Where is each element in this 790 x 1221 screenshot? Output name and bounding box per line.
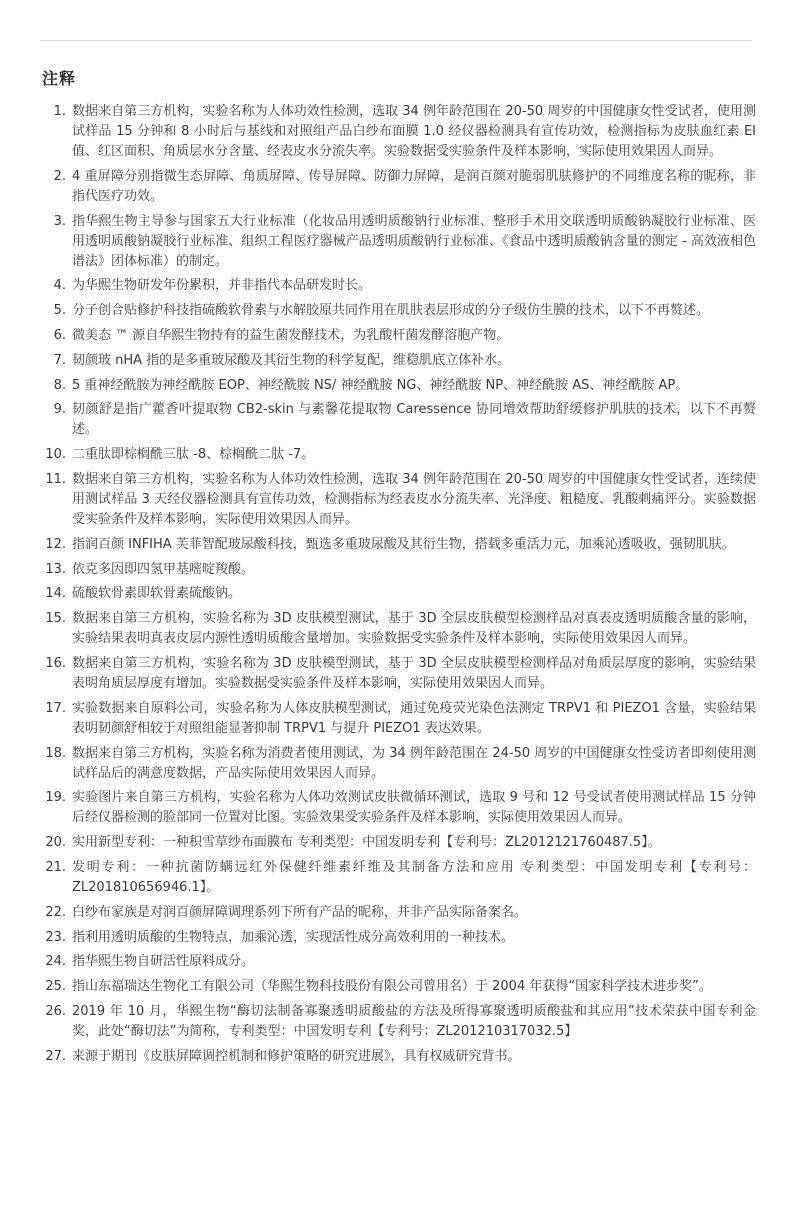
note-item [36, 276, 756, 296]
note-number: 3. [53, 213, 66, 229]
note-item [36, 654, 756, 694]
note-item [36, 400, 756, 440]
note-number: 8. [53, 377, 66, 393]
note-number: 6. [53, 327, 66, 343]
note-number: 18. [45, 745, 66, 761]
note-text: 来源于期刊《皮肤屏障调控机制和修护策略的研究进展》，具有权威研究背书。 [72, 1048, 521, 1064]
note-item [36, 560, 756, 580]
note-number: 5. [53, 303, 66, 319]
note-number: 22. [45, 904, 66, 920]
note-item [36, 470, 756, 530]
note-text: 数据来自第三方机构，实验名称为人体功效性检测，选取 34 例年龄范围在 20-50 周岁的中国健康女性受试者，使用测试样品 15 分钟和 8 小时后与基线和对照组产品白纱布面膜 1.0 经仪器检测具有宣传功效，检测指标为皮肤血红素 EI 值、红区面积、角质层水分含量、经表皮水分流失率。实验数据受实验条件及样本影响，实际使用效果因人而异。 [72, 104, 756, 159]
note-number: 2. [53, 168, 66, 184]
note-item [36, 952, 756, 972]
note-number: 4. [53, 278, 66, 294]
note-number: 12. [45, 536, 66, 552]
note-text: 二重肽即棕榈酰三肽 -8、棕榈酰二肽 -7。 [72, 447, 315, 463]
note-number: 7. [53, 352, 66, 368]
note-item [36, 833, 756, 853]
note-number: 25. [45, 979, 66, 995]
note-text: 发明专利：一种抗菌防螨远红外保健纤维素纤维及其制备方法和应用 专利类型：中国发明专利【专利号：ZL201810656946.1】。 [72, 859, 756, 895]
note-text: 韧颜舒是指广藿香叶提取物 CB2-skin 与素馨花提取物 Caressence 协同增效帮助舒缓修护肌肤的技术，以下不再赘述。 [72, 402, 756, 438]
note-item [36, 903, 756, 923]
note-number: 21. [45, 859, 66, 875]
note-number: 16. [45, 655, 66, 671]
note-text: 指华熙生物主导参与国家五大行业标准（化妆品用透明质酸钠行业标准、整形手术用交联透明质酸钠凝胶行业标准、医用透明质酸钠凝胶行业标准、组织工程医疗器械产品透明质酸钠行业标准、《食品中透明质酸钠含量的测定 - 高效液相色谱法》团体标准）的制定。 [72, 213, 756, 269]
note-item [36, 858, 756, 898]
note-number: 17. [45, 700, 66, 716]
note-number: 27. [45, 1048, 66, 1064]
note-number: 23. [45, 929, 66, 945]
note-text: 分子创合贴修护科技指硫酸软骨素与水解胶原共同作用在肌肤表层形成的分子级仿生膜的技术，以下不再赘述。 [72, 303, 710, 319]
note-text: 5 重神经酰胺为神经酰胺 EOP、神经酰胺 NS/ 神经酰胺 NG、神经酰胺 NP、神经酰胺 AS、神经酰胺 AP。 [72, 377, 689, 393]
note-item [36, 1002, 756, 1042]
note-number: 20. [45, 835, 66, 851]
note-text: 实验图片来自第三方机构，实验名称为人体功效测试皮肤微循环测试，选取 9 号和 12 号受试者使用测试样品 15 分钟后经仪器检测的脸部同一位置对比图。实验效果受实验条件及样本影响，实际使用效果因人而异。 [72, 790, 756, 826]
note-number: 10. [45, 447, 66, 463]
note-item [36, 584, 756, 604]
note-text: 硫酸软骨素即软骨素硫酸钠。 [72, 586, 242, 602]
note-item [36, 609, 756, 649]
note-number: 13. [45, 561, 66, 577]
note-text: 指润百颜 INFIHA 芙菲智配玻尿酸科技，甄选多重玻尿酸及其衍生物，搭载多重活力元，加乘沁透吸收，强韧肌肤。 [72, 536, 735, 552]
note-text: 4 重屏障分别指微生态屏障、角质屏障、传导屏障、防御力屏障，是润百颜对脆弱肌肤修护的不同维度名称的昵称，非指代医疗功效。 [72, 168, 756, 204]
note-text: 白纱布家族是对润百颜屏障调理系列下所有产品的昵称，并非产品实际备案名。 [72, 904, 528, 920]
note-text: 数据来自第三方机构，实验名称为 3D 皮肤模型测试，基于 3D 全层皮肤模型检测样品对真表皮透明质酸含量的影响，实验结果表明真表皮层内源性透明质酸含量增加。实验数据受实验条件及样本影响，实际使用效果因人而异。 [72, 611, 756, 647]
note-number: 19. [45, 790, 66, 806]
note-item [36, 699, 756, 739]
note-item [36, 102, 756, 162]
note-item [36, 445, 756, 465]
note-number: 24. [45, 954, 66, 970]
note-text: 韧颜玻 nHA 指的是多重玻尿酸及其衍生物的科学复配，维稳肌底立体补水。 [72, 352, 511, 368]
note-item [36, 301, 756, 321]
note-text: 2019 年 10 月，华熙生物“酶切法制备寡聚透明质酸盐的方法及所得寡聚透明质酸盐和其应用”技术荣获中国专利金奖，此处“酶切法”为简称，专利类型：中国发明专利【专利号：ZL201210317032.5】 [72, 1003, 756, 1039]
notes-list [36, 102, 756, 1072]
note-text: 实用新型专利：一种积雪草纱布面膜布 专利类型：中国发明专利【专利号：ZL2012121760487.5】。 [72, 835, 661, 851]
note-text: 指华熙生物自研活性原料成分。 [72, 954, 255, 970]
note-text: 指山东福瑞达生物化工有限公司（华熙生物科技股份有限公司曾用名）于 2004 年获得“国家科学技术进步奖”。 [72, 979, 712, 995]
note-item [36, 744, 756, 784]
note-item [36, 977, 756, 997]
note-text: 数据来自第三方机构，实验名称为 3D 皮肤模型测试，基于 3D 全层皮肤模型检测样品对角质层厚度的影响，实验结果表明角质层厚度有增加。实验数据受实验条件及样本影响，实际使用效果因人而异。 [72, 655, 756, 691]
note-number: 1. [53, 104, 66, 119]
note-text: 依克多因即四氢甲基嘧啶羧酸。 [72, 561, 255, 577]
note-text: 微美态 ™ 源自华熙生物持有的益生菌发酵技术，为乳酸杆菌发酵溶胞产物。 [72, 327, 510, 343]
note-number: 11. [45, 471, 66, 487]
note-item [36, 351, 756, 371]
note-number: 9. [53, 402, 66, 418]
note-text: 为华熙生物研发年份累积，并非指代本品研发时长。 [72, 278, 372, 294]
note-number: 14. [45, 586, 66, 602]
note-item [36, 326, 756, 346]
note-text: 数据来自第三方机构，实验名称为消费者使用测试，为 34 例年龄范围在 24-50 周岁的中国健康女性受访者即刻使用测试样品后的满意度数据，产品实际使用效果因人而异。 [72, 745, 756, 781]
note-text: 实验数据来自原料公司，实验名称为人体皮肤模型测试，通过免疫荧光染色法测定 TRPV1 和 PIEZO1 含量，实验结果表明韧颜舒相较于对照组能显著抑制 TRPV1 与提升 PIEZO1 表达效果。 [72, 700, 756, 736]
note-number: 15. [45, 611, 66, 627]
note-item [36, 1047, 756, 1067]
note-item [36, 928, 756, 948]
page-title: 注释 [42, 69, 77, 88]
note-text: 数据来自第三方机构，实验名称为人体功效性检测，选取 34 例年龄范围在 20-50 周岁的中国健康女性受试者，连续使用测试样品 3 天经仪器检测具有宣传功效，检测指标为经表皮水分流失率、光泽度、粗糙度、乳酸刺痛评分。实验数据受实验条件及样本影响，实际使用效果因人而异。 [72, 471, 756, 527]
top-divider [40, 40, 752, 41]
note-item [36, 212, 756, 272]
note-item [36, 535, 756, 555]
note-item [36, 167, 756, 207]
note-item [36, 788, 756, 828]
note-text: 指利用透明质酸的生物特点，加乘沁透，实现活性成分高效利用的一种技术。 [72, 929, 515, 945]
note-number: 26. [45, 1003, 66, 1019]
note-item [36, 376, 756, 396]
